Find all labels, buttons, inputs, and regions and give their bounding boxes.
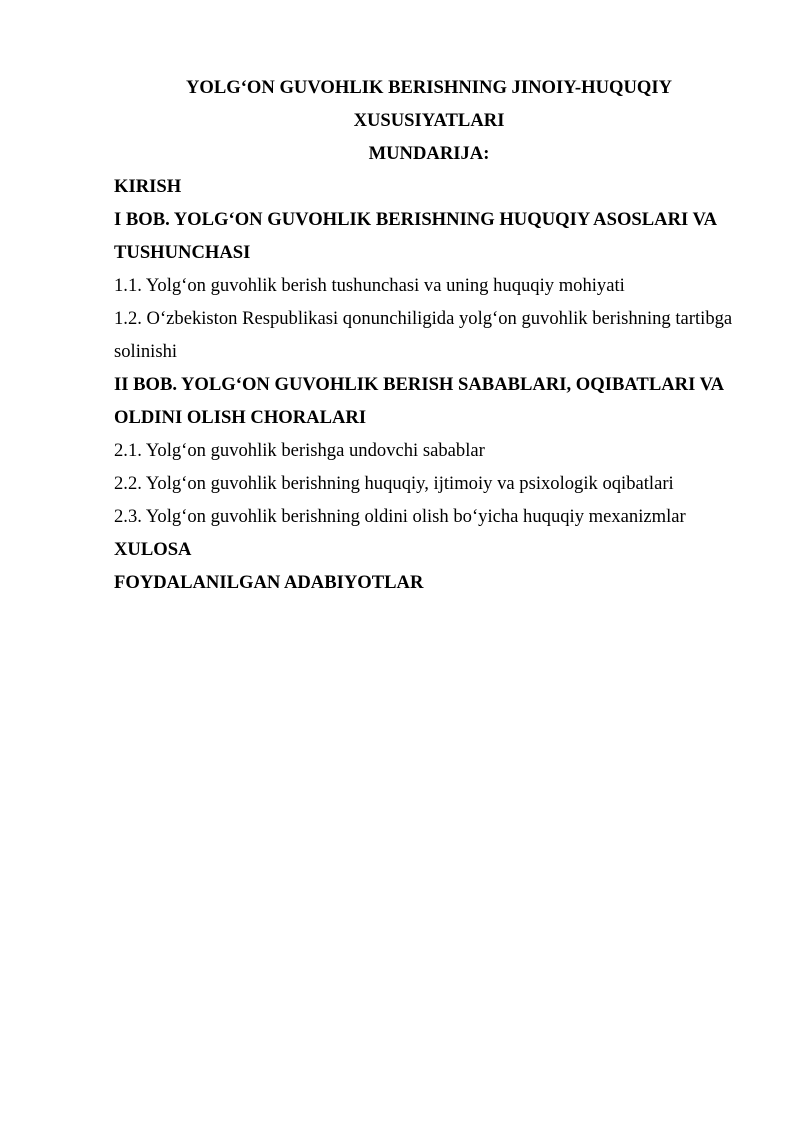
toc-chapter-2-title: II BOB. YOLG‘ON GUVOHLIK BERISH SABABLARI, OQIBATLARI VA OLDINI OLISH CHORALARI: [114, 374, 724, 428]
document-content: [114, 71, 744, 599]
toc-item-introduction: KIRISH: [114, 176, 182, 197]
toc-section-2-1: 2.1. Yolg‘on guvohlik berishga undovchi sabablar: [114, 440, 485, 461]
toc-section-1-1: 1.1. Yolg‘on guvohlik berish tushunchasi va uning huquqiy mohiyati: [114, 275, 625, 296]
toc-item-references: FOYDALANILGAN ADABIYOTLAR: [114, 572, 424, 593]
toc-section-2-3: 2.3. Yolg‘on guvohlik berishning oldini olish bo‘yicha huquqiy mexanizmlar: [114, 506, 686, 527]
toc-section-2-2: 2.2. Yolg‘on guvohlik berishning huquqiy, ijtimoiy va psixologik oqibatlari: [114, 473, 674, 494]
toc-item-conclusion: XULOSA: [114, 539, 192, 560]
toc-chapter-1-title: I BOB. YOLG‘ON GUVOHLIK BERISHNING HUQUQIY ASOSLARI VA TUSHUNCHASI: [114, 209, 716, 263]
contents-heading: MUNDARIJA:: [368, 143, 490, 164]
document-title: YOLG‘ON GUVOHLIK BERISHNING JINOIY-HUQUQIY XUSUSIYATLARI: [185, 77, 673, 131]
toc-section-1-2: 1.2. O‘zbekiston Respublikasi qonunchiligida yolg‘on guvohlik berishning tartibga solinishi: [114, 308, 733, 362]
